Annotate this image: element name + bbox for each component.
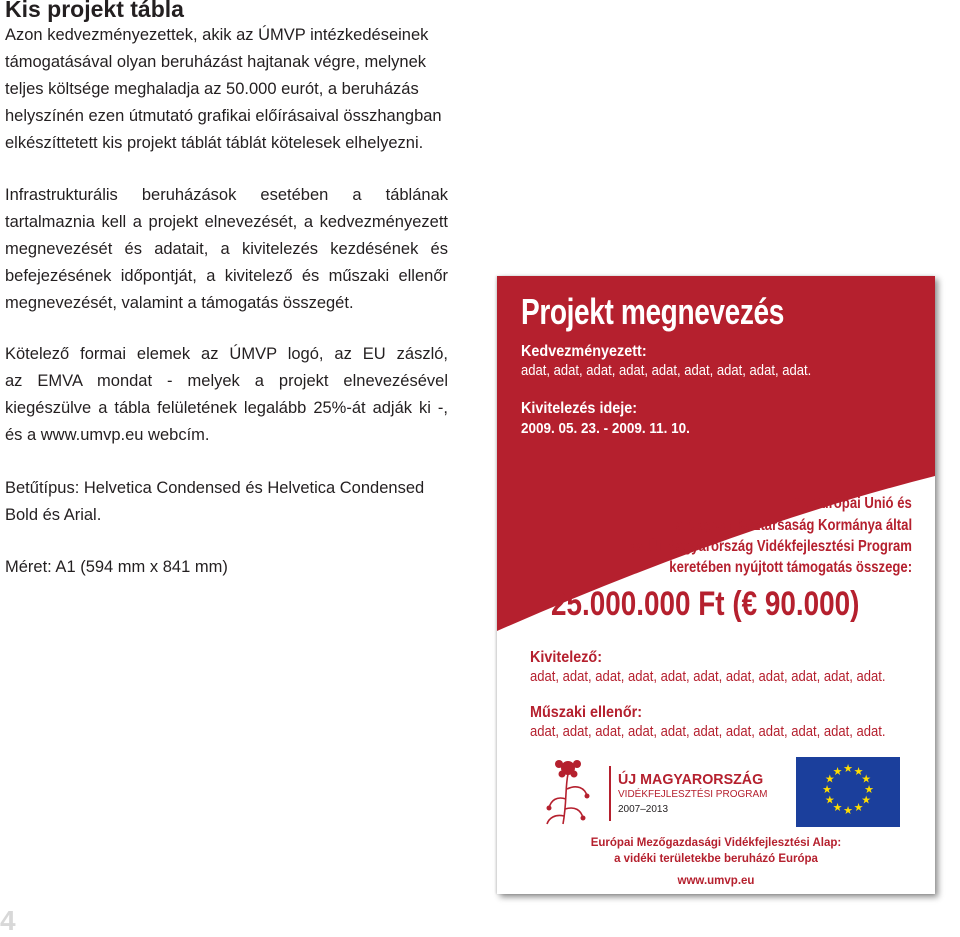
- support-amount: 25.000.000 Ft (€ 90.000): [551, 585, 860, 623]
- period-label: Kivitelezés ideje:: [521, 400, 638, 417]
- text-line: elkészíttetett kis projekt táblát táblát kötelesek elhelyezni.: [5, 134, 424, 152]
- text-line: tartalmaznia kell a projekt elnevezését, a kedvezményezett: [5, 213, 448, 231]
- svg-text:★: ★: [843, 762, 853, 775]
- svg-text:★: ★: [832, 764, 843, 778]
- svg-text:★: ★: [864, 783, 874, 796]
- text-line: Azon kedvezményezettek, akik az ÚMVP intézkedéseinek: [5, 26, 429, 44]
- umvp-flower-logo-icon: [531, 754, 605, 830]
- text-line: Bold és Arial.: [5, 506, 102, 524]
- text-line: befejezésének időpontját, a kivitelező és műszaki ellenőr: [5, 267, 448, 285]
- support-statement-line: a Magyar Köztársaság Kormánya által: [675, 517, 912, 534]
- project-board-sample: [497, 276, 935, 894]
- text-line: helyszínén ezen útmutató grafikai előírásaival összhangban: [5, 107, 442, 125]
- eafrd-statement-line: Európai Mezőgazdasági Vidékfejlesztési Alap:: [590, 837, 842, 849]
- text-line: megnevezését, valamint a támogatás összegét.: [5, 294, 354, 312]
- text-line: kiegészülve a tábla felületének legalább 25%-át adják ki -,: [5, 399, 448, 417]
- svg-text:★: ★: [824, 793, 835, 807]
- umvp-logo-years: 2007–2013: [618, 804, 669, 815]
- text-line: megnevezését és adatait, a kivitelezés kezdésének és: [5, 240, 448, 258]
- svg-text:★: ★: [843, 804, 853, 817]
- text-line: Betűtípus: Helvetica Condensed és Helvetica Condensed: [5, 479, 425, 497]
- text-line: az EMVA mondat - melyek a projekt elnevezésével: [5, 372, 448, 390]
- intro-paragraph: [5, 22, 448, 157]
- logo-divider: [609, 766, 611, 821]
- umvp-logo-subtitle: VIDÉKFEJLESZTÉSI PROGRAM: [618, 789, 768, 800]
- infra-paragraph: [5, 182, 448, 317]
- svg-text:★: ★: [822, 783, 832, 796]
- text-line: Infrastrukturális beruházások esetében a táblának: [5, 186, 448, 204]
- beneficiary-value: adat, adat, adat, adat, adat, adat, adat, adat, adat.: [521, 363, 812, 379]
- text-line: és a www.umvp.eu webcím.: [5, 426, 210, 444]
- umvp-logo-title: ÚJ MAGYARORSZÁG: [618, 771, 764, 788]
- svg-text:★: ★: [861, 793, 872, 807]
- supervisor-value: adat, adat, adat, adat, adat, adat, adat, adat, adat, adat, adat.: [530, 724, 886, 740]
- svg-text:★: ★: [832, 801, 843, 815]
- support-statement-line: Az Európai Unió és: [792, 495, 912, 512]
- website-url: www.umvp.eu: [677, 875, 755, 887]
- beneficiary-label: Kedvezményezett:: [521, 343, 647, 360]
- supervisor-label: Műszaki ellenőr:: [530, 704, 643, 721]
- text-line: teljes költsége meghaladja az 50.000 eurót, a beruházás: [5, 80, 419, 98]
- svg-text:★: ★: [853, 764, 864, 778]
- period-value: 2009. 05. 23. - 2009. 11. 10.: [521, 420, 690, 437]
- contractor-value: adat, adat, adat, adat, adat, adat, adat, adat, adat, adat, adat.: [530, 669, 886, 685]
- text-line: támogatásával olyan beruházást hajtanak végre, melynek: [5, 53, 426, 71]
- size-paragraph: Méret: A1 (594 mm x 841 mm): [5, 558, 228, 576]
- svg-text:★: ★: [861, 772, 872, 786]
- mandatory-elements-paragraph: [5, 341, 448, 449]
- svg-text:★: ★: [853, 801, 864, 815]
- eu-flag: [796, 757, 900, 827]
- contractor-label: Kivitelező:: [530, 649, 603, 666]
- eafrd-statement-line: a vidéki területekbe beruházó Európa: [614, 853, 818, 865]
- support-statement-line: az Új Magyarország Vidékfejlesztési Program: [630, 538, 912, 555]
- svg-text:★: ★: [824, 772, 835, 786]
- page-title: Kis projekt tábla: [5, 0, 184, 22]
- text-line: Kötelező formai elemek az ÚMVP logó, az EU zászló,: [5, 345, 448, 363]
- page-number: 4: [0, 905, 16, 936]
- project-name-heading: Projekt megnevezés: [521, 291, 784, 332]
- eu-stars-icon: [796, 757, 900, 827]
- font-paragraph: [5, 475, 455, 529]
- support-statement-line: keretében nyújtott támogatás összege:: [669, 559, 912, 576]
